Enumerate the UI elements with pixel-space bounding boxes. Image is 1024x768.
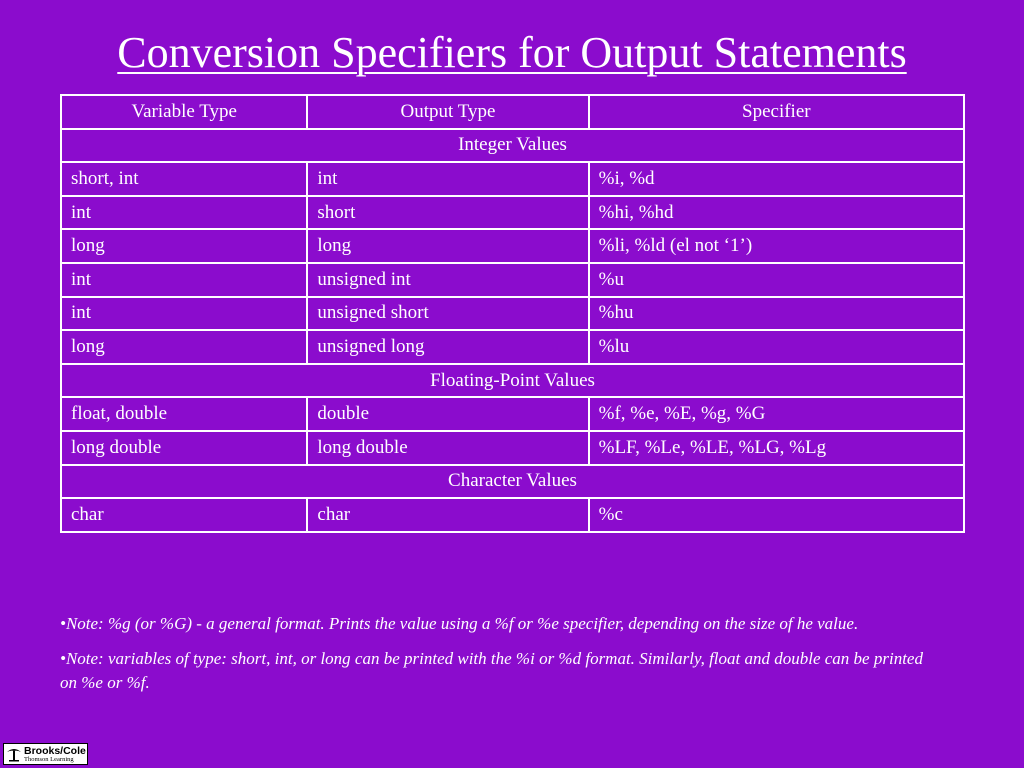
note-type-compatibility: •Note: variables of type: short, int, or long can be printed with the %i or %d format. Similarly, float and double can be printed on %e or %f. xyxy=(60,649,923,692)
table-row xyxy=(61,162,964,196)
publisher-logo xyxy=(3,743,88,765)
cell-output-type: unsigned short xyxy=(307,297,588,331)
table-row xyxy=(61,196,964,230)
cell-variable-type: short, int xyxy=(61,162,307,196)
cell-output-type: short xyxy=(307,196,588,230)
section-label: Character Values xyxy=(61,465,964,499)
section-row xyxy=(61,364,964,398)
header-specifier: Specifier xyxy=(589,95,964,129)
cell-specifier: %lu xyxy=(589,330,964,364)
cell-output-type: long xyxy=(307,229,588,263)
cell-specifier: %i, %d xyxy=(589,162,964,196)
cell-output-type: long double xyxy=(307,431,588,465)
cell-specifier: %f, %e, %E, %g, %G xyxy=(589,397,964,431)
cell-specifier: %li, %ld (el not ‘1’) xyxy=(589,229,964,263)
table-row xyxy=(61,263,964,297)
cell-variable-type: long xyxy=(61,229,307,263)
logo-subtitle: Thomson Learning xyxy=(24,756,74,763)
cell-specifier: %hu xyxy=(589,297,964,331)
header-output-type: Output Type xyxy=(307,95,588,129)
cell-output-type: char xyxy=(307,498,588,532)
cell-variable-type: long xyxy=(61,330,307,364)
cell-output-type: unsigned long xyxy=(307,330,588,364)
section-row xyxy=(61,465,964,499)
cell-output-type: double xyxy=(307,397,588,431)
table-row xyxy=(61,397,964,431)
notes xyxy=(60,612,940,706)
cell-variable-type: char xyxy=(61,498,307,532)
section-label: Integer Values xyxy=(61,129,964,163)
slide-title: Conversion Specifiers for Output Statements xyxy=(117,28,907,77)
cell-variable-type: long double xyxy=(61,431,307,465)
cell-variable-type: int xyxy=(61,297,307,331)
section-row xyxy=(61,129,964,163)
cell-specifier: %c xyxy=(589,498,964,532)
header-variable-type: Variable Type xyxy=(61,95,307,129)
logo-brand: Brooks/Cole xyxy=(24,745,86,757)
cell-variable-type: int xyxy=(61,263,307,297)
specifier-table xyxy=(60,94,965,533)
table-row xyxy=(61,498,964,532)
cell-output-type: int xyxy=(307,162,588,196)
table-header-row xyxy=(61,95,964,129)
table-row xyxy=(61,330,964,364)
cell-specifier: %hi, %hd xyxy=(589,196,964,230)
note-general-format: •Note: %g (or %G) - a general format. Prints the value using a %f or %e specifier, depending on the size of he value. xyxy=(60,614,859,633)
section-label: Floating-Point Values xyxy=(61,364,964,398)
cell-variable-type: float, double xyxy=(61,397,307,431)
cell-specifier: %u xyxy=(589,263,964,297)
table-row xyxy=(61,229,964,263)
cell-output-type: unsigned int xyxy=(307,263,588,297)
table-row xyxy=(61,297,964,331)
cell-specifier: %LF, %Le, %LE, %LG, %Lg xyxy=(589,431,964,465)
cell-variable-type: int xyxy=(61,196,307,230)
tree-icon xyxy=(6,746,22,762)
table-row xyxy=(61,431,964,465)
